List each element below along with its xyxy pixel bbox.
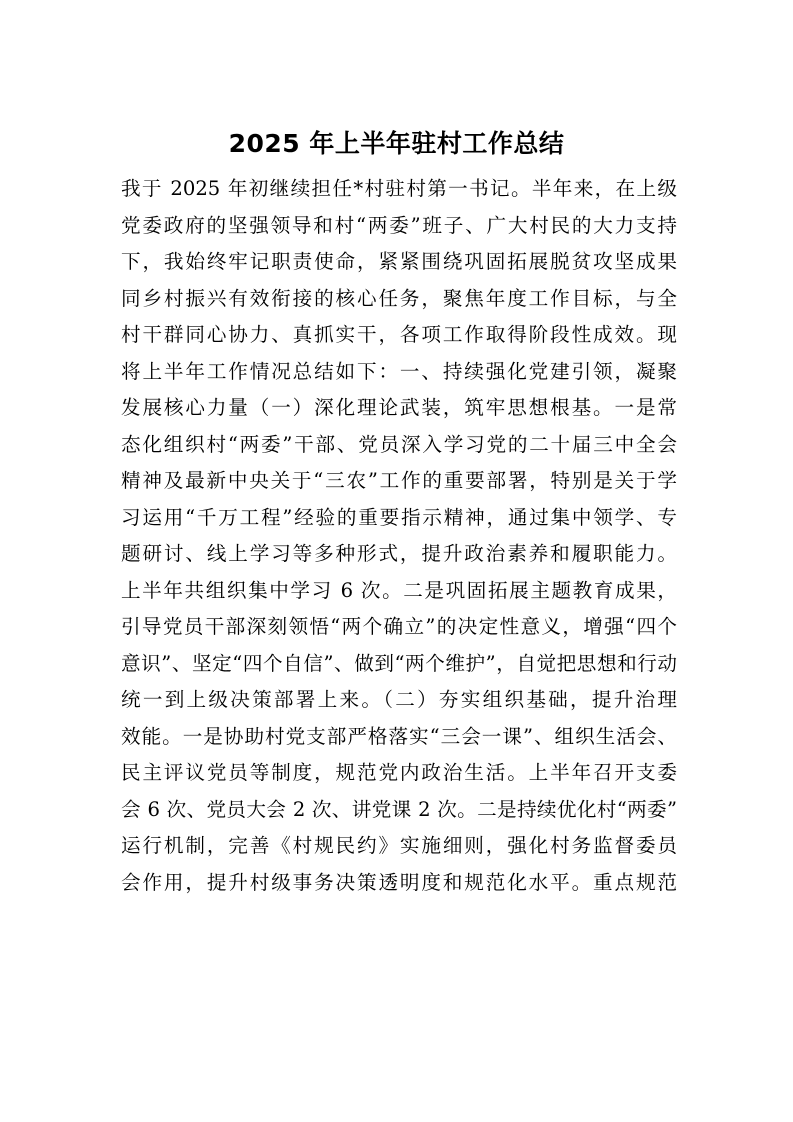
document-body: [121, 171, 677, 901]
body-line: 引导党员干部深刻领悟“两个确立”的决定性意义，增强“四个: [121, 615, 677, 638]
body-line: 题研讨、线上学习等多种形式，提升政治素养和履职能力。: [121, 542, 677, 565]
body-line: 运行机制，完善《村规民约》实施细则，强化村务监督委员: [121, 834, 677, 857]
body-line: 会 6 次、党员大会 2 次、讲党课 2 次。二是持续优化村“两委”: [121, 797, 677, 821]
body-line: 统一到上级决策部署上来。（二）夯实组织基础，提升治理: [121, 688, 677, 711]
body-line: 会作用，提升村级事务决策透明度和规范化水平。重点规范: [121, 870, 677, 894]
body-line: 将上半年工作情况总结如下：一、持续强化党建引领，凝聚: [121, 359, 677, 383]
document-title: 2025 年上半年驻村工作总结: [228, 129, 565, 158]
body-line: 同乡村振兴有效衔接的核心任务，聚焦年度工作目标，与全: [121, 286, 677, 310]
body-line: 习运用“千万工程”经验的重要指示精神，通过集中领学、专: [121, 505, 677, 529]
body-line: 意识”、坚定“四个自信”、做到“两个维护”，自觉把思想和行动: [121, 651, 677, 675]
body-line: 村干群同心协力、真抓实干，各项工作取得阶段性成效。现: [121, 323, 677, 346]
body-line: 我于 2025 年初继续担任*村驻村第一书记。半年来，在上级: [121, 177, 677, 200]
body-line: 党委政府的坚强领导和村“两委”班子、广大村民的大力支持: [121, 213, 677, 237]
body-line: 发展核心力量（一）深化理论武装，筑牢思想根基。一是常: [121, 396, 677, 419]
body-line: 上半年共组织集中学习 6 次。二是巩固拓展主题教育成果，: [121, 578, 677, 602]
body-line: 精神及最新中央关于“三农”工作的重要部署，特别是关于学: [121, 469, 677, 492]
body-line: 态化组织村“两委”干部、党员深入学习党的二十届三中全会: [121, 432, 677, 456]
body-line: 民主评议党员等制度，规范党内政治生活。上半年召开支委: [121, 761, 677, 784]
body-line: 下，我始终牢记职责使命，紧紧围绕巩固拓展脱贫攻坚成果: [121, 250, 677, 273]
body-line: 效能。一是协助村党支部严格落实“三会一课”、组织生活会、: [121, 724, 677, 748]
